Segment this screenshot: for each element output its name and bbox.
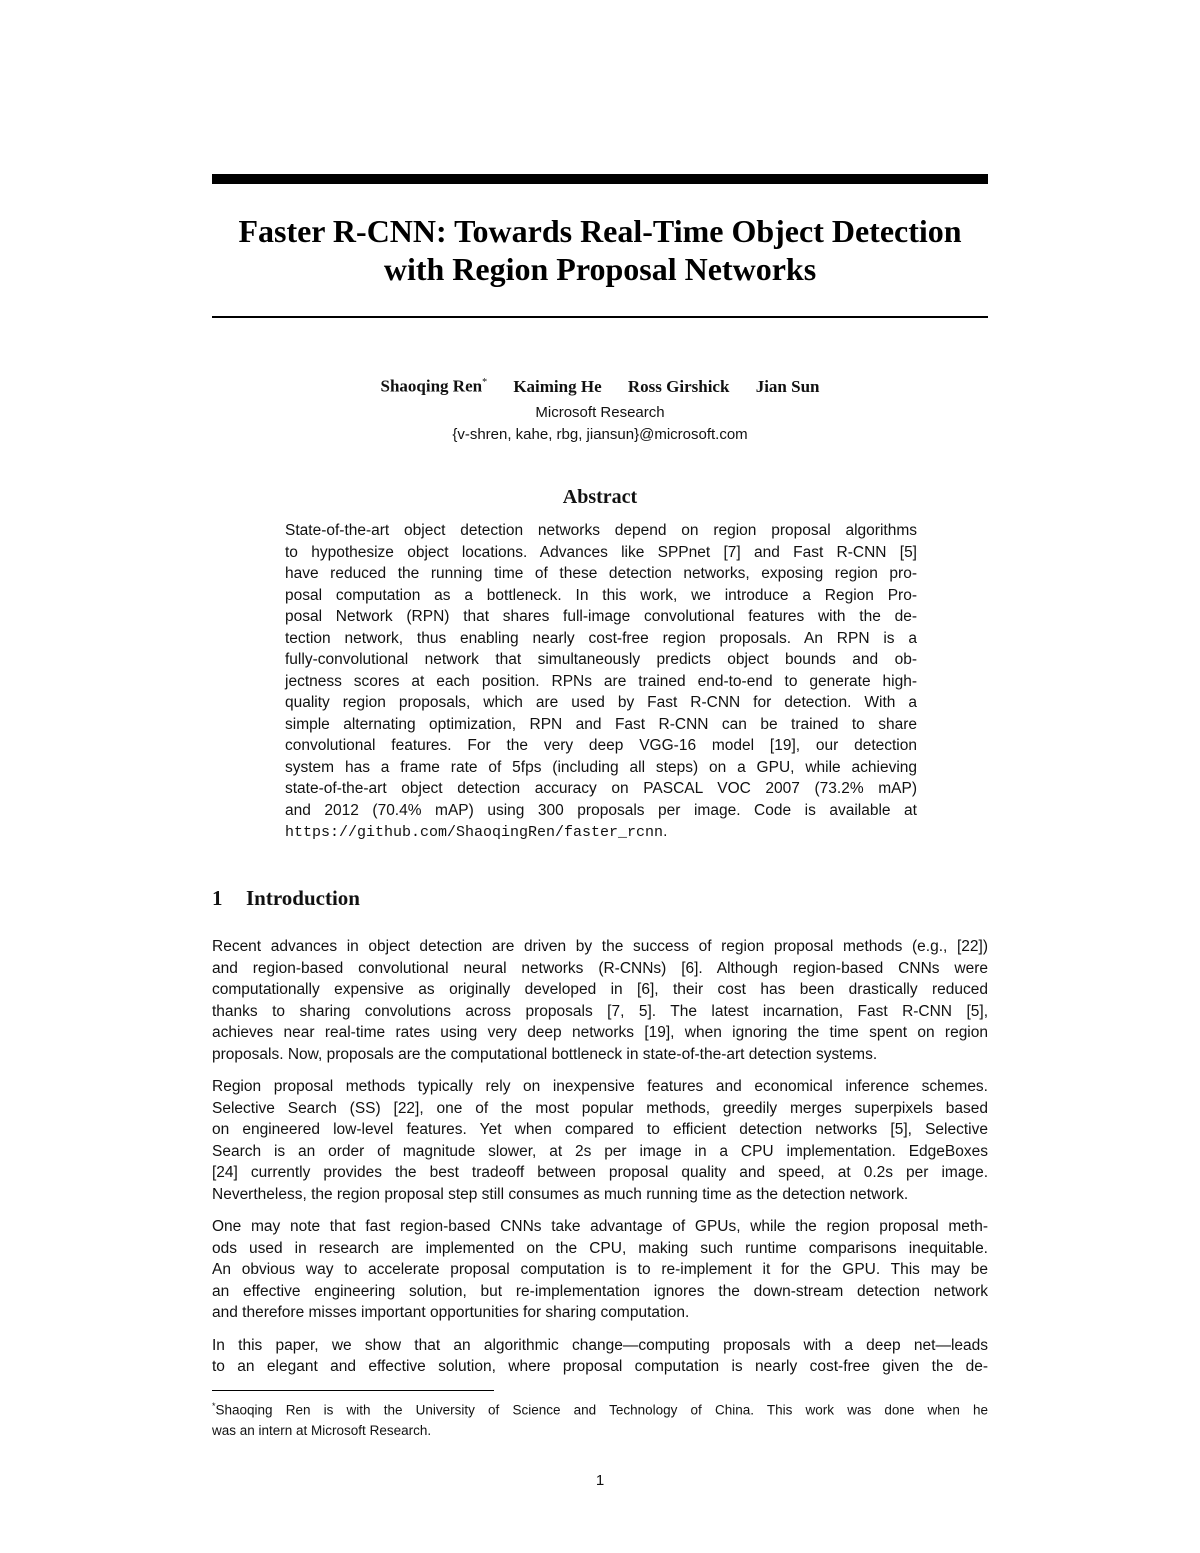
paragraph-line: ods used in research are implemented on the CPU, making such runtime comparisons inequitable.: [212, 1239, 988, 1257]
author: Jian Sun: [755, 376, 820, 396]
paragraph: [212, 1335, 988, 1378]
author-list: [212, 372, 988, 398]
paragraph-line: an effective engineering solution, but re-implementation ignores the down-stream detection network: [212, 1282, 988, 1300]
author: Shaoqing Ren*: [380, 376, 488, 396]
paragraph-line: In this paper, we show that an algorithmic change—computing proposals with a deep net—leads: [212, 1336, 988, 1354]
abstract-line: posal computation as a bottleneck. In this work, we introduce a Region Pro-: [285, 586, 917, 604]
paragraph-line: and therefore misses important opportunities for sharing computation.: [212, 1304, 690, 1321]
paragraph-line: computationally expensive as originally developed in [6], their cost has been drastically reduced: [212, 981, 988, 998]
code-url-link[interactable]: https://github.com/ShaoqingRen/faster_rcnn: [285, 824, 664, 841]
paragraph-line: Recent advances in object detection are driven by the success of region proposal methods (e.g., [22]): [212, 938, 988, 955]
paragraph-line: One may note that fast region-based CNNs take advantage of GPUs, while the region proposal meth-: [212, 1218, 988, 1235]
affiliation: Microsoft Research: [535, 404, 665, 421]
paragraph: [212, 1076, 988, 1205]
abstract-line: state-of-the-art object detection accuracy on PASCAL VOC 2007 (73.2% mAP): [285, 780, 917, 797]
abstract-text: [285, 520, 917, 843]
abstract-line: State-of-the-art object detection networks depend on region proposal algorithms: [285, 522, 917, 539]
title-line-1: Faster R-CNN: Towards Real-Time Object Detection: [238, 213, 962, 249]
abstract-line: simple alternating optimization, RPN and Fast R-CNN can be trained to share: [285, 715, 917, 733]
title-bottom-rule: [212, 316, 988, 318]
paragraph-line: Search is an order of magnitude slower, at 2s per image in a CPU implementation. EdgeBoxes: [212, 1142, 988, 1160]
paragraph-line: on engineered low-level features. Yet when compared to efficient detection networks [5], Selective: [212, 1121, 988, 1138]
paragraph: [212, 1216, 988, 1324]
title-top-rule: [212, 174, 988, 184]
abstract-line: convolutional features. For the very deep VGG-16 model [19], our detection: [285, 737, 917, 754]
paragraph-line: and region-based convolutional neural networks (R-CNNs) [6]. Although region-based CNNs were: [212, 959, 988, 977]
abstract-line: system has a frame rate of 5fps (including all steps) on a GPU, while achieving: [285, 758, 917, 776]
section-title: Introduction: [246, 886, 360, 910]
footnote-line: was an intern at Microsoft Research.: [212, 1422, 432, 1438]
paper-title: [212, 212, 988, 288]
author-footnote-mark: *: [482, 377, 488, 388]
author-emails: {v-shren, kahe, rbg, jiansun}@microsoft.com: [452, 426, 748, 443]
paragraph-line: Selective Search (SS) [22], one of the most popular methods, greedily merges superpixels based: [212, 1099, 988, 1117]
abstract-line: have reduced the running time of these detection networks, exposing region pro-: [285, 565, 917, 582]
abstract-line: posal Network (RPN) that shares full-image convolutional features with the de-: [285, 608, 917, 625]
paragraph-line: Nevertheless, the region proposal step still consumes as much running time as the detection network.: [212, 1185, 909, 1203]
paragraph-line: thanks to sharing convolutions across proposals [7, 5]. The latest incarnation, Fast R-CNN [5],: [212, 1002, 988, 1020]
paragraph-line: to an elegant and effective solution, where proposal computation is nearly cost-free given the de-: [212, 1358, 988, 1375]
author: Kaiming He: [513, 376, 602, 396]
abstract-line: tection network, thus enabling nearly cost-free region proposals. An RPN is a: [285, 629, 917, 647]
footnote-line: *Shaoqing Ren is with the University of Science and Technology of China. This work was done when he: [212, 1401, 988, 1418]
title-line-2: with Region Proposal Networks: [383, 251, 817, 287]
paragraph-line: achieves near real-time rates using very deep networks [19], when ignoring the time spent on region: [212, 1024, 988, 1041]
footnote: [212, 1396, 988, 1441]
abstract-code-line: https://github.com/ShaoqingRen/faster_rcnn.: [285, 823, 668, 841]
abstract-line: and 2012 (70.4% mAP) using 300 proposals per image. Code is available at: [285, 801, 917, 819]
section-number: 1: [212, 886, 223, 910]
abstract-line: jectness scores at each position. RPNs are trained end-to-end to generate high-: [285, 672, 917, 690]
paragraph-line: Region proposal methods typically rely on inexpensive features and economical inference schemes.: [212, 1078, 988, 1095]
paragraph: [212, 936, 988, 1065]
abstract-line: to hypothesize object locations. Advances like SPPnet [7] and Fast R-CNN [5]: [285, 543, 917, 561]
abstract-heading: Abstract: [562, 486, 638, 508]
paragraph-line: An obvious way to accelerate proposal computation is to re-implement it for the GPU. This may be: [212, 1261, 988, 1278]
abstract-line: fully-convolutional network that simultaneously predicts object bounds and ob-: [285, 651, 917, 668]
abstract-line: quality region proposals, which are used by Fast R-CNN for detection. With a: [285, 694, 917, 711]
footnote-rule: [212, 1390, 494, 1391]
author: Ross Girshick: [627, 376, 730, 396]
footnote-mark: *: [212, 1401, 216, 1411]
paragraph-line: [24] currently provides the best tradeoff between proposal quality and speed, at 0.2s per image.: [212, 1164, 988, 1181]
paragraph-line: proposals. Now, proposals are the computational bottleneck in state-of-the-art detection systems.: [212, 1045, 878, 1063]
section-body: [212, 936, 988, 1389]
section-heading: [212, 884, 988, 912]
page-number: 1: [595, 1472, 605, 1489]
